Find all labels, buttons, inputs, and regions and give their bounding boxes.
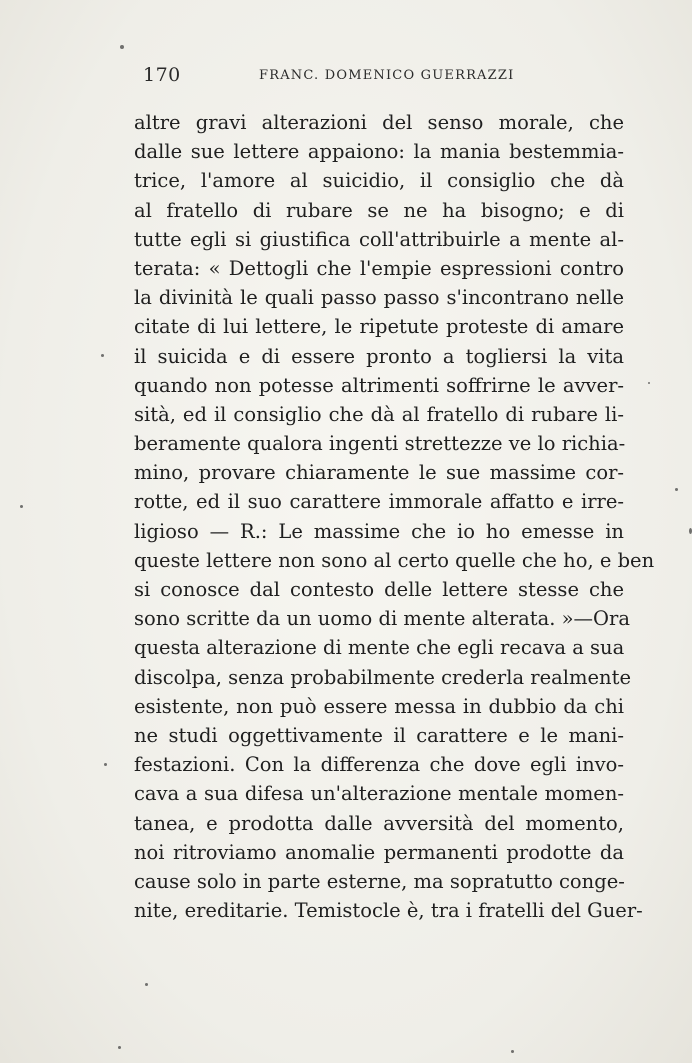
text-line: cause solo in parte esterne, ma sopratutto conge-	[134, 869, 625, 893]
text-line: sità, ed il consiglio che dà al fratello di rubare li-	[134, 402, 624, 426]
text-line: cava a sua difesa un'alterazione mentale momen-	[134, 782, 624, 806]
text-line: questa alterazione di mente che egli recava a sua	[134, 636, 625, 660]
text-line: tutte egli si giustifica coll'attribuirle a mente al-	[134, 227, 624, 251]
scan-speck	[648, 382, 650, 384]
body-text	[134, 108, 655, 925]
text-line: noi ritroviamo anomalie permanenti prodotte da	[134, 840, 624, 864]
text-line: quando non potesse altrimenti soffrirne le avver-	[134, 373, 624, 397]
text-line: rotte, ed il suo carattere immorale affatto e irre-	[134, 490, 624, 514]
text-line: il suicida e di essere pronto a togliersi la vita	[134, 344, 624, 368]
scan-speck	[675, 488, 678, 491]
scan-speck	[120, 45, 124, 49]
text-line: tanea, e prodotta dalle avversità del momento,	[134, 811, 624, 835]
text-line: trice, l'amore al suicidio, il consiglio che dà	[134, 169, 624, 193]
text-line: la divinità le quali passo passo s'incontrano nelle	[134, 286, 624, 310]
text-line: ne studi oggettivamente il carattere e le mani-	[134, 723, 624, 747]
text-line: terata: « Dettogli che l'empie espressioni contro	[134, 256, 624, 280]
text-line: mino, provare chiaramente le sue massime cor-	[134, 461, 624, 485]
text-line: sono scritte da un uomo di mente alterata. »—Ora	[134, 607, 630, 631]
scan-speck	[118, 1046, 121, 1049]
text-line: si conosce dal contesto delle lettere stesse che	[134, 578, 624, 601]
scan-speck	[20, 505, 23, 508]
running-head: FRANC. DOMENICO GUERRAZZI	[259, 68, 515, 83]
scan-speck	[104, 763, 107, 766]
text-line: esistente, non può essere messa in dubbio da chi	[134, 694, 624, 718]
text-line: nite, ereditarie. Temistocle è, tra i fratelli del Guer-	[134, 899, 643, 923]
text-line: festazioni. Con la differenza che dove egli invo-	[134, 753, 624, 777]
text-line: altre gravi alterazioni del senso morale, che	[134, 111, 624, 134]
page-header	[143, 64, 543, 88]
page-number: 170	[143, 64, 181, 86]
text-line: dalle sue lettere appaiono: la mania bestemmia-	[134, 140, 624, 164]
scan-speck	[511, 1050, 514, 1053]
text-line: citate di lui lettere, le ripetute proteste di amare	[134, 315, 624, 339]
text-line: discolpa, senza probabilmente crederla realmente	[134, 665, 631, 689]
text-line: beramente qualora ingenti strettezze ve lo richia-	[134, 432, 626, 456]
text-line: al fratello di rubare se ne ha bisogno; e di	[134, 198, 624, 222]
scan-speck	[101, 354, 104, 357]
scan-speck	[145, 983, 148, 986]
text-line: ligioso — R.: Le massime che io ho emesse in	[134, 519, 624, 543]
text-line: queste lettere non sono al certo quelle che ho, e ben	[134, 548, 655, 572]
